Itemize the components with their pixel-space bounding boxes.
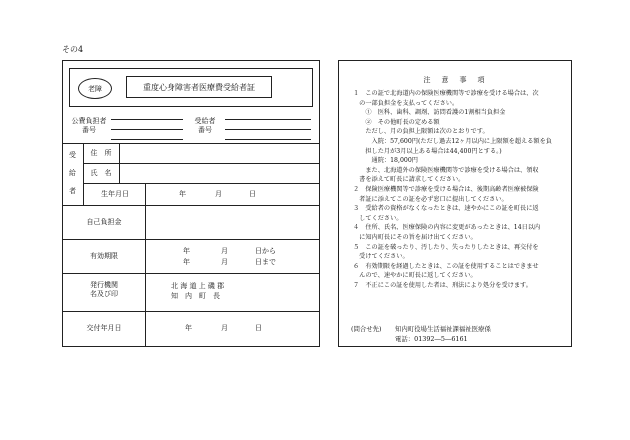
note-line: ただし、月の負担上限額は次のとおりです。: [353, 128, 489, 136]
payer-number-line-1: [111, 119, 183, 120]
name-label: 氏 名: [90, 169, 112, 177]
issuer-name-line-2: 知 内 町 長: [171, 292, 220, 300]
issuer-name-line-1: 北 海 道 上 磯 郡: [171, 282, 225, 290]
note-line: ２ 保険医療機関等で診療を受ける場合は、後期高齢者医療被保険: [353, 185, 539, 193]
certificate-front: [62, 60, 320, 347]
certificate-back: [338, 60, 572, 347]
birth-day-unit: 日: [249, 190, 256, 198]
note-line: ② その他町長の定める額: [353, 118, 440, 126]
note-line: ４ 住所、氏名、医療保険の内容に変更があったときは、14日以内: [353, 224, 541, 232]
notes-list: [353, 89, 552, 290]
badge-oval: 老障: [78, 78, 112, 99]
issue-date-label: 交付年月日: [86, 324, 122, 332]
validity-label: 有効期限: [90, 252, 118, 260]
note-line: してください。: [353, 214, 403, 222]
validity-from-year: 年: [183, 247, 190, 255]
note-line: また、北海道外の保険医療機関等で診療を受ける場合は、領収: [353, 166, 539, 174]
form-number: その4: [62, 45, 84, 54]
grid-line: [145, 205, 146, 346]
address-label: 住 所: [90, 149, 112, 157]
copay-label: 自己負担金: [86, 218, 122, 226]
recipient-number-line-3: [225, 139, 311, 140]
note-line: ７ 不正にこの証を使用した者は、刑法により処分を受けます。: [353, 281, 532, 289]
note-line: ① 医科、歯科、調剤、訪問看護の1割相当負担金: [353, 109, 506, 117]
issue-year-unit: 年: [185, 324, 192, 332]
note-line: んので、速やかに町長に返してください。: [353, 272, 477, 280]
grid-line: [63, 239, 319, 240]
grid-line: [119, 143, 120, 183]
title-frame: [69, 68, 313, 107]
recipient-number-line-2: [225, 129, 311, 130]
note-line: １ この証で北海道内の保険医療機関等で診療を受ける場合は、次: [353, 90, 539, 97]
note-line: 受けてください。: [353, 253, 409, 261]
note-line: に知内町長にその旨を届け出てください。: [353, 233, 477, 241]
grid-line: [145, 183, 146, 205]
payer-number-line-3: [111, 139, 183, 140]
note-line: 書を添えて町長に請求してください。: [353, 176, 465, 184]
grid-line: [63, 311, 319, 312]
grid-line: [63, 143, 319, 144]
note-line: ６ 有効期限を経過したときは、この証を使用することはできませ: [353, 262, 539, 270]
validity-from-day: 日から: [255, 247, 276, 255]
side-char: 受: [69, 151, 76, 159]
side-char: 給: [69, 169, 76, 177]
birth-year-unit: 年: [179, 190, 186, 198]
validity-to-day: 日まで: [255, 258, 276, 266]
note-line: 担した月が3月以上ある場合は44,400円とする。): [353, 147, 502, 155]
note-line: 者証に添えてこの証を必ず窓口に提出してください。: [353, 195, 508, 203]
note-line: ３ 受給者の資格がなくなったときは、速やかにこの証を町長に返: [353, 205, 539, 213]
note-line: 入院：57,600円(ただし過去12ヶ月以内に上限額を超える額を負: [353, 137, 552, 145]
birth-date-label: 生年月日: [101, 190, 129, 198]
issuer-label: 発行機関 名及び印: [90, 281, 118, 298]
validity-from-month: 月: [221, 247, 228, 255]
recipient-number-label: 受給者 番号: [194, 117, 216, 134]
payer-number-line-2: [111, 129, 183, 130]
issue-month-unit: 月: [221, 324, 228, 332]
birth-month-unit: 月: [215, 190, 222, 198]
validity-to-year: 年: [183, 258, 190, 266]
grid-line: [83, 183, 319, 184]
note-line: ５ この証を破ったり、汚したり、失ったりしたときは、再交付を: [353, 243, 539, 251]
contact-phone: 電話：01392―5―6161: [395, 335, 468, 343]
certificate-title: 重度心身障害者医療費受給者証: [126, 76, 272, 98]
note-line: の一部負担金を支払ってください。: [353, 99, 459, 107]
contact-organization: 知内町役場生活福祉課福祉医療係: [395, 325, 491, 333]
recipient-number-line-1: [225, 119, 311, 120]
validity-to-month: 月: [221, 258, 228, 266]
side-char: 者: [69, 187, 76, 195]
note-line: 通院：18,000円: [353, 157, 418, 165]
grid-line: [63, 273, 319, 274]
grid-line: [63, 205, 319, 206]
payer-number-label: 公費負担者 番号: [71, 117, 107, 134]
notes-title: 注 意 事 項: [423, 76, 487, 84]
issue-day-unit: 日: [255, 324, 262, 332]
contact-label: (問合せ先): [351, 325, 382, 333]
